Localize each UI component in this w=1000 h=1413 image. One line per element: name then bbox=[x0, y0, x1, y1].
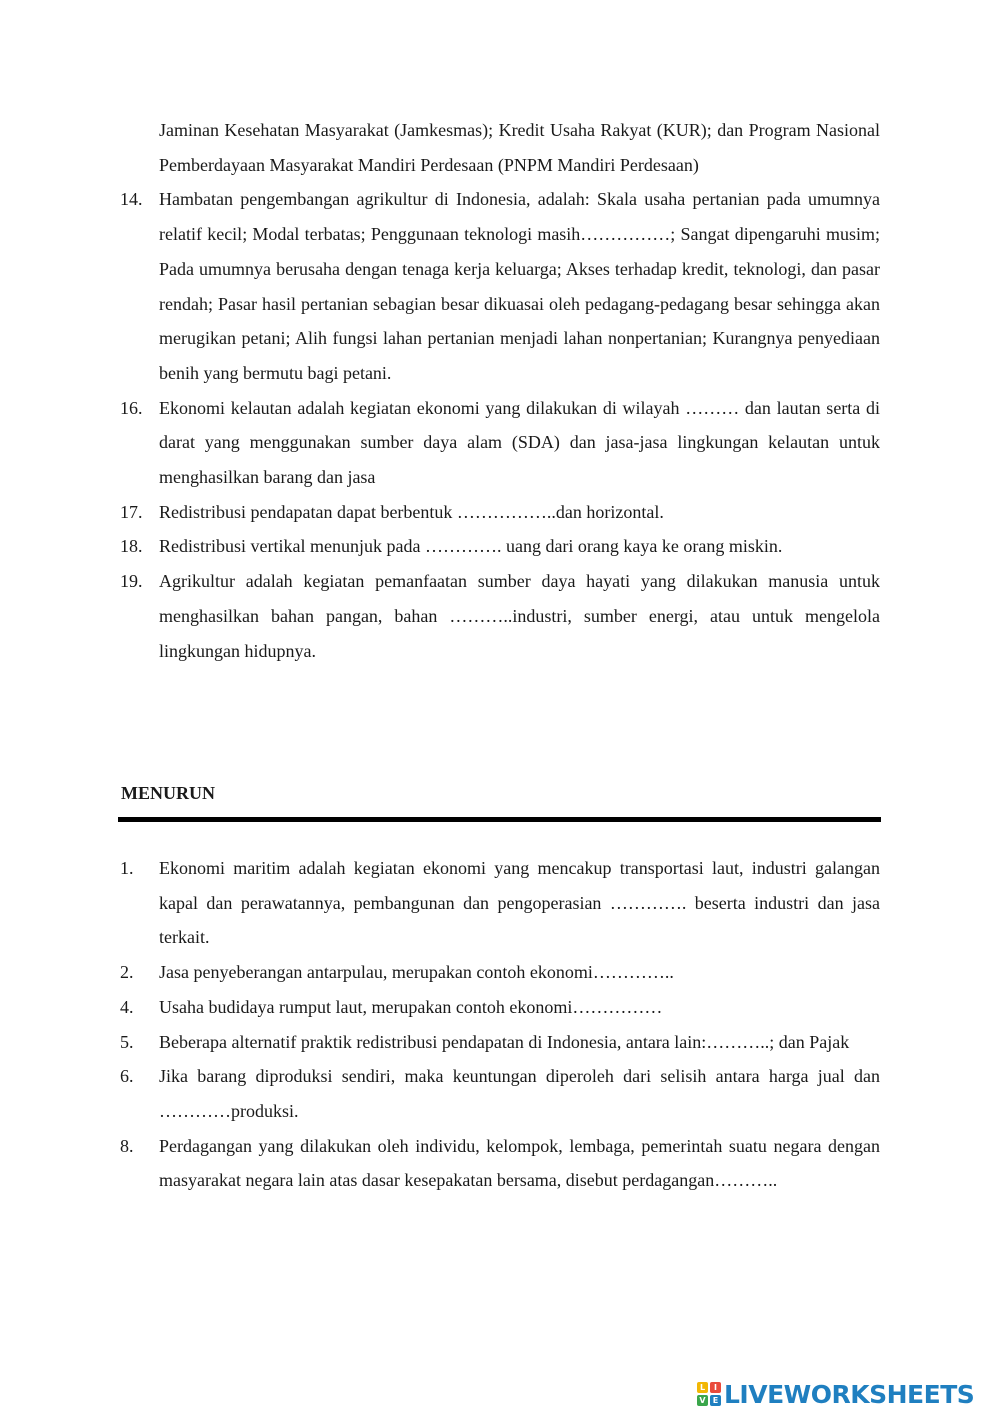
section-divider bbox=[118, 817, 881, 822]
list-item bbox=[120, 391, 880, 495]
item-text: Perdagangan yang dilakukan oleh individu, kelompok, lembaga, pemerintah suatu negara dengan masyarakat negara lain atas dasar kesepakatan bersama, disebut perdagangan……….. bbox=[159, 1135, 880, 1191]
item-text: Jika barang diproduksi sendiri, maka keuntungan diperoleh dari selisih antara harga jual dan …………produksi. bbox=[159, 1066, 880, 1121]
item-number: 16. bbox=[120, 397, 143, 418]
list-item bbox=[120, 990, 880, 1025]
item-number: 4. bbox=[120, 996, 134, 1017]
list-item bbox=[120, 182, 880, 390]
list-item bbox=[120, 113, 880, 182]
list-item bbox=[120, 851, 880, 955]
item-text: Redistribusi vertikal menunjuk pada …………. uang dari orang kaya ke orang miskin. bbox=[159, 536, 783, 557]
liveworksheets-watermark bbox=[697, 1378, 974, 1410]
liveworksheets-logo-icon bbox=[697, 1382, 721, 1406]
item-number: 18. bbox=[120, 536, 143, 557]
list-item bbox=[120, 1129, 880, 1198]
list-item bbox=[120, 955, 880, 990]
logo-letter: E bbox=[710, 1395, 721, 1406]
item-text: Beberapa alternatif praktik redistribusi pendapatan di Indonesia, antara lain:………..; dan Pajak bbox=[159, 1031, 850, 1052]
watermark-text: LIVEWORKSHEETS bbox=[724, 1379, 975, 1409]
item-number: 2. bbox=[120, 962, 134, 983]
item-number: 14. bbox=[120, 189, 143, 210]
item-text: Agrikultur adalah kegiatan pemanfaatan sumber daya hayati yang dilakukan manusia untuk menghasilkan bahan pangan, bahan ………..industri, sumber energi, atau untuk mengelola lingkungan hidupnya. bbox=[159, 571, 880, 661]
item-text: Redistribusi pendapatan dapat berbentuk ……………..dan horizontal. bbox=[159, 501, 664, 522]
list-item bbox=[120, 495, 880, 530]
item-text: Hambatan pengembangan agrikultur di Indonesia, adalah: Skala usaha pertanian pada umumnya relatif kecil; Modal terbatas; Penggunaan teknologi masih……………; Sangat dipengaruhi musim; Pada umumnya berusaha dengan tenaga kerja keluarga; Akses terhadap kredit, teknologi, dan pasar rendah; Pasar hasil pertanian sebagian besar dikuasai oleh pedagang-pedagang besar sehingga akan merugikan petani; Alih fungsi lahan pertanian menjadi lahan nonpertanian; Kurangnya penyediaan benih yang bermutu bagi petani. bbox=[159, 189, 880, 383]
item-text: Ekonomi maritim adalah kegiatan ekonomi yang mencakup transportasi laut, industri galangan kapal dan perawatannya, pembangunan dan pengoperasian …………. beserta industri dan jasa terkait. bbox=[159, 858, 880, 948]
item-text: Jasa penyeberangan antarpulau, merupakan contoh ekonomi………….. bbox=[159, 962, 674, 983]
item-number: 5. bbox=[120, 1031, 134, 1052]
logo-letter: L bbox=[697, 1382, 708, 1393]
item-number: 17. bbox=[120, 501, 143, 522]
list-item bbox=[120, 1025, 880, 1060]
item-text: Jaminan Kesehatan Masyarakat (Jamkesmas); Kredit Usaha Rakyat (KUR); dan Program Nasional Pemberdayaan Masyarakat Mandiri Perdesaan (PNPM Mandiri Perdesaan) bbox=[159, 120, 880, 175]
logo-letter: V bbox=[697, 1395, 708, 1406]
item-number: 8. bbox=[120, 1135, 134, 1156]
item-text: Ekonomi kelautan adalah kegiatan ekonomi yang dilakukan di wilayah ……… dan lautan serta di darat yang menggunakan sumber daya alam (SDA) dan jasa-jasa lingkungan kelautan untuk menghasilkan barang dan jasa bbox=[159, 397, 880, 488]
bottom-question-list bbox=[120, 851, 880, 1198]
logo-letter: I bbox=[710, 1382, 721, 1393]
list-item bbox=[120, 564, 880, 668]
item-number: 6. bbox=[120, 1066, 134, 1087]
list-item bbox=[120, 1059, 880, 1128]
section-heading: MENURUN bbox=[121, 783, 215, 803]
top-question-list bbox=[120, 113, 880, 668]
item-number: 1. bbox=[120, 858, 134, 878]
item-text: Usaha budidaya rumput laut, merupakan contoh ekonomi…………… bbox=[159, 996, 663, 1017]
list-item bbox=[120, 529, 880, 564]
item-number: 19. bbox=[120, 571, 143, 592]
